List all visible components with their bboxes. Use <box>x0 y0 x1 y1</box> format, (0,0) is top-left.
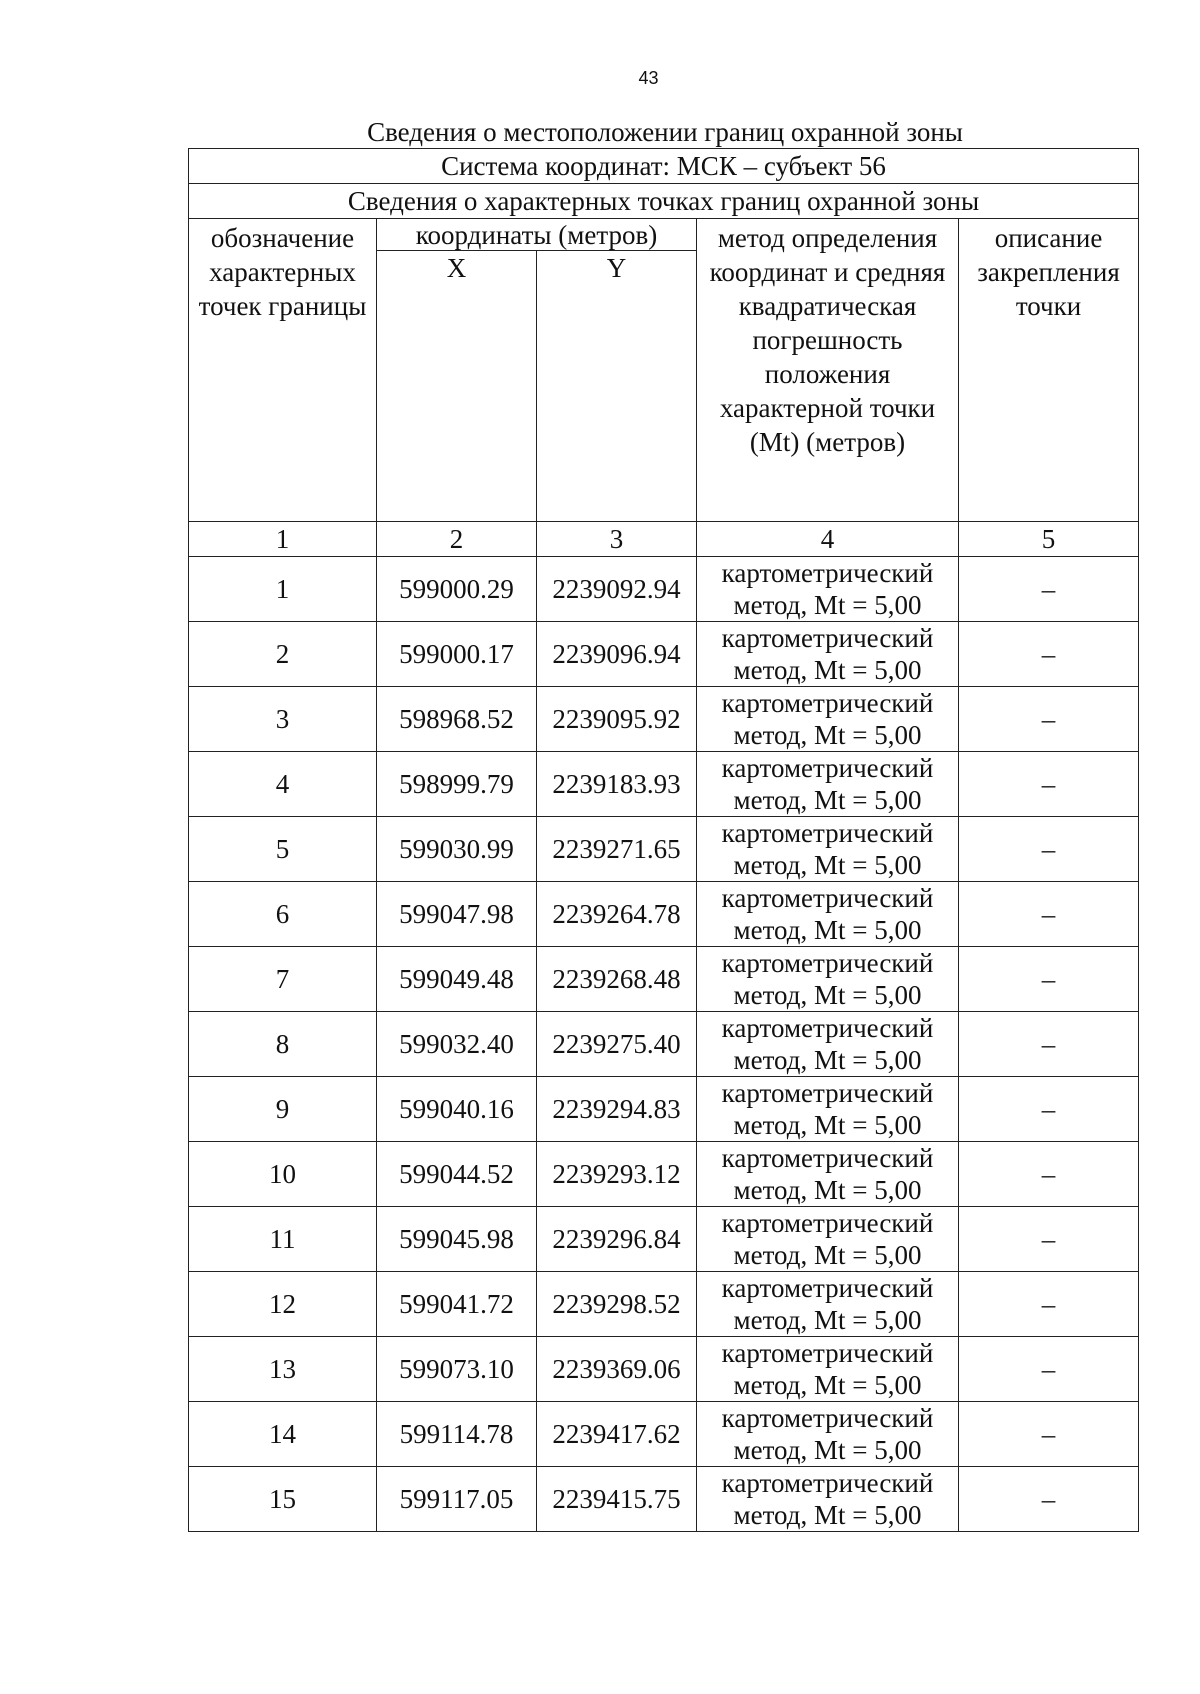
point-number-cell: 14 <box>189 1402 377 1467</box>
method-cell <box>697 1337 959 1402</box>
y-coordinate-cell: 2239298.52 <box>537 1272 697 1337</box>
column-number: 4 <box>697 522 959 557</box>
method-line-1: картометрический <box>721 1013 934 1043</box>
point-number-cell: 4 <box>189 752 377 817</box>
x-coordinate-cell: 598968.52 <box>377 687 537 752</box>
points-info-row <box>189 184 1139 219</box>
fixing-description-cell: – <box>959 1142 1139 1207</box>
x-coordinate-cell: 599049.48 <box>377 947 537 1012</box>
x-coordinate-cell: 599032.40 <box>377 1012 537 1077</box>
method-line-1: картометрический <box>721 1338 934 1368</box>
y-coordinate-cell: 2239271.65 <box>537 817 697 882</box>
coordinate-system-row <box>189 149 1139 184</box>
method-cell <box>697 557 959 622</box>
method-line-2: метод, Mt = 5,00 <box>733 590 922 620</box>
y-coordinate-cell: 2239096.94 <box>537 622 697 687</box>
method-line-1: картометрический <box>721 753 934 783</box>
table-row <box>189 1142 1139 1207</box>
method-line-1: картометрический <box>721 1403 934 1433</box>
point-number-cell: 15 <box>189 1467 377 1532</box>
point-number-cell: 3 <box>189 687 377 752</box>
fixing-description-cell: – <box>959 1402 1139 1467</box>
y-coordinate-cell: 2239183.93 <box>537 752 697 817</box>
table-row <box>189 557 1139 622</box>
method-line-2: метод, Mt = 5,00 <box>733 980 922 1010</box>
header-x: X <box>377 251 537 522</box>
method-line-2: метод, Mt = 5,00 <box>733 1435 922 1465</box>
fixing-description-cell: – <box>959 687 1139 752</box>
column-number: 1 <box>189 522 377 557</box>
document-title: Сведения о местоположении границ охранной зоны <box>367 117 963 147</box>
method-cell <box>697 622 959 687</box>
x-coordinate-cell: 599000.29 <box>377 557 537 622</box>
method-line-2: метод, Mt = 5,00 <box>733 915 922 945</box>
method-line-2: метод, Mt = 5,00 <box>733 1240 922 1270</box>
point-number-cell: 5 <box>189 817 377 882</box>
fixing-description-cell: – <box>959 947 1139 1012</box>
point-number-cell: 9 <box>189 1077 377 1142</box>
fixing-description-cell: – <box>959 557 1139 622</box>
table-row <box>189 622 1139 687</box>
point-number-cell: 2 <box>189 622 377 687</box>
point-number-cell: 8 <box>189 1012 377 1077</box>
fixing-description-cell: – <box>959 1272 1139 1337</box>
method-line-1: картометрический <box>721 818 934 848</box>
method-cell <box>697 1207 959 1272</box>
method-cell <box>697 1272 959 1337</box>
x-coordinate-cell: 599114.78 <box>377 1402 537 1467</box>
method-cell <box>697 1012 959 1077</box>
x-coordinate-cell: 599045.98 <box>377 1207 537 1272</box>
x-coordinate-cell: 599117.05 <box>377 1467 537 1532</box>
header-coordinates: координаты (метров) <box>377 219 697 251</box>
method-line-2: метод, Mt = 5,00 <box>733 850 922 880</box>
boundary-points-table <box>188 148 1139 1532</box>
table-row <box>189 1337 1139 1402</box>
y-coordinate-cell: 2239268.48 <box>537 947 697 1012</box>
x-coordinate-cell: 599040.16 <box>377 1077 537 1142</box>
table-row <box>189 1207 1139 1272</box>
x-coordinate-cell: 599073.10 <box>377 1337 537 1402</box>
method-line-1: картометрический <box>721 883 934 913</box>
method-cell <box>697 1142 959 1207</box>
header-y: Y <box>537 251 697 522</box>
page-number: 43 <box>638 68 659 88</box>
fixing-description-cell: – <box>959 622 1139 687</box>
column-number: 5 <box>959 522 1139 557</box>
fixing-description-cell: – <box>959 752 1139 817</box>
method-line-2: метод, Mt = 5,00 <box>733 1500 922 1530</box>
method-line-2: метод, Mt = 5,00 <box>733 1175 922 1205</box>
column-number-row <box>189 522 1139 557</box>
method-cell <box>697 1077 959 1142</box>
x-coordinate-cell: 599000.17 <box>377 622 537 687</box>
y-coordinate-cell: 2239417.62 <box>537 1402 697 1467</box>
method-line-1: картометрический <box>721 688 934 718</box>
table-row <box>189 1272 1139 1337</box>
method-cell <box>697 947 959 1012</box>
fixing-description-cell: – <box>959 1012 1139 1077</box>
y-coordinate-cell: 2239293.12 <box>537 1142 697 1207</box>
method-cell <box>697 752 959 817</box>
column-number: 3 <box>537 522 697 557</box>
method-cell <box>697 687 959 752</box>
method-line-1: картометрический <box>721 1273 934 1303</box>
method-line-1: картометрический <box>721 1208 934 1238</box>
fixing-description-cell: – <box>959 1337 1139 1402</box>
x-coordinate-cell: 599047.98 <box>377 882 537 947</box>
x-coordinate-cell: 599044.52 <box>377 1142 537 1207</box>
method-cell <box>697 1402 959 1467</box>
fixing-description-cell: – <box>959 882 1139 947</box>
point-number-cell: 10 <box>189 1142 377 1207</box>
table-row <box>189 1467 1139 1532</box>
table-row <box>189 882 1139 947</box>
method-cell <box>697 1467 959 1532</box>
method-line-2: метод, Mt = 5,00 <box>733 655 922 685</box>
fixing-description-cell: – <box>959 817 1139 882</box>
header-method: метод определения координат и средняя квадратическая погрешность положения характерной точки (Mt) (метров) <box>697 219 959 522</box>
method-line-2: метод, Mt = 5,00 <box>733 1110 922 1140</box>
point-number-cell: 11 <box>189 1207 377 1272</box>
method-cell <box>697 882 959 947</box>
method-line-1: картометрический <box>721 558 934 588</box>
coordinate-system-cell: Система координат: МСК – субъект 56 <box>189 149 1139 184</box>
method-line-2: метод, Mt = 5,00 <box>733 1370 922 1400</box>
point-number-cell: 13 <box>189 1337 377 1402</box>
points-info-cell: Сведения о характерных точках границ охранной зоны <box>189 184 1139 219</box>
y-coordinate-cell: 2239369.06 <box>537 1337 697 1402</box>
x-coordinate-cell: 598999.79 <box>377 752 537 817</box>
y-coordinate-cell: 2239415.75 <box>537 1467 697 1532</box>
table-row <box>189 752 1139 817</box>
fixing-description-cell: – <box>959 1077 1139 1142</box>
table-row <box>189 817 1139 882</box>
point-number-cell: 7 <box>189 947 377 1012</box>
method-line-1: картометрический <box>721 1078 934 1108</box>
x-coordinate-cell: 599030.99 <box>377 817 537 882</box>
method-line-2: метод, Mt = 5,00 <box>733 720 922 750</box>
table-row <box>189 1402 1139 1467</box>
table-row <box>189 947 1139 1012</box>
method-line-1: картометрический <box>721 1143 934 1173</box>
table-row <box>189 687 1139 752</box>
point-number-cell: 1 <box>189 557 377 622</box>
fixing-description-cell: – <box>959 1207 1139 1272</box>
table-row <box>189 1012 1139 1077</box>
y-coordinate-cell: 2239296.84 <box>537 1207 697 1272</box>
method-cell <box>697 817 959 882</box>
method-line-1: картометрический <box>721 948 934 978</box>
header-point-designation: обозначение характерных точек границы <box>189 219 377 522</box>
method-line-1: картометрический <box>721 1468 934 1498</box>
table-row <box>189 1077 1139 1142</box>
y-coordinate-cell: 2239264.78 <box>537 882 697 947</box>
y-coordinate-cell: 2239095.92 <box>537 687 697 752</box>
method-line-2: метод, Mt = 5,00 <box>733 785 922 815</box>
method-line-1: картометрический <box>721 623 934 653</box>
point-number-cell: 6 <box>189 882 377 947</box>
y-coordinate-cell: 2239092.94 <box>537 557 697 622</box>
point-number-cell: 12 <box>189 1272 377 1337</box>
header-fixing-description: описание закрепления точки <box>959 219 1139 522</box>
x-coordinate-cell: 599041.72 <box>377 1272 537 1337</box>
header-row <box>189 219 1139 251</box>
fixing-description-cell: – <box>959 1467 1139 1532</box>
y-coordinate-cell: 2239275.40 <box>537 1012 697 1077</box>
y-coordinate-cell: 2239294.83 <box>537 1077 697 1142</box>
method-line-2: метод, Mt = 5,00 <box>733 1045 922 1075</box>
method-line-2: метод, Mt = 5,00 <box>733 1305 922 1335</box>
column-number: 2 <box>377 522 537 557</box>
